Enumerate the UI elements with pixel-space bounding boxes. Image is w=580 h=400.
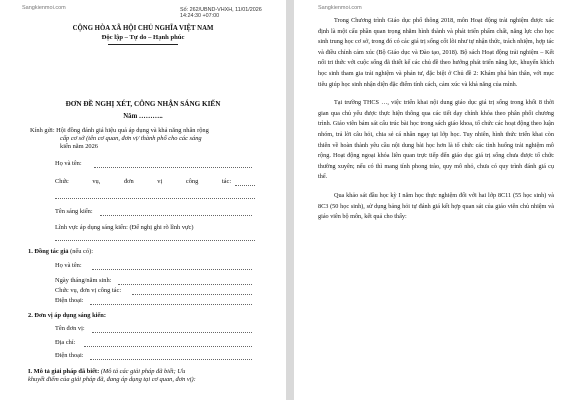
coauthor-name-label: Họ và tên: [55, 262, 82, 269]
coauthor-position-field[interactable] [132, 294, 252, 295]
unit-address-label: Địa chỉ: [55, 339, 76, 346]
unit-name-field[interactable] [92, 332, 252, 333]
coauthor-phone-label: Điện thoại: [55, 297, 84, 304]
position-field-continued[interactable] [55, 198, 255, 199]
coauthor-birthdate-label: Ngày tháng/năm sinh: [55, 277, 112, 284]
position-field[interactable] [235, 185, 255, 186]
initiative-name-field[interactable] [100, 215, 252, 216]
document-year: Năm ……….. [123, 113, 163, 120]
known-solution-heading: I. Mô tả giải pháp đã biết: (Mô tả các giải pháp đã biết; Ưu [28, 368, 186, 375]
paragraph-curriculum: Trong Chương trình Giáo dục phổ thông 2018, môn Hoạt động trải nghiệm được xác định là một cấu phần quan trọng nhằm hình thành và phát triển phẩm chất, năng lực cho học sinh trung học cơ sở, trong đó có các giá trị sống cốt lõi như tự nhận thức, trách nhiệm, hợp tác và điều chỉnh cảm xúc (Bộ Giáo dục và Đào tạo, 2018). Bộ sách Hoạt động trải nghiệm – Kết nối tri thức với cuộc sống đã thiết kế các chủ đề theo hướng phát triển năng lực, khuyến khích học sinh tham gia trải nghiệm và phản tư, đặc biệt ở Chủ đề 2: Khám phá bản thân, với mục tiêu giúp học sinh nhận diện đặc điểm tính cách, cảm xúc và khả năng của mình. [318, 17, 554, 88]
unit-phone-field[interactable] [90, 359, 252, 360]
watermark: Sangkienmoi.com [318, 5, 362, 11]
document-page-right [294, 0, 580, 400]
paragraph-survey: Qua khảo sát đầu học kỳ I năm học thực nghiệm đối với hai lớp 8C11 (55 học sinh) và 8C3 (50 học sinh), sử dụng bảng hỏi tự đánh giá kết hợp quan sát của giáo viên chủ nhiệm và giáo viên bộ môn, kết quả cho thấy: [318, 191, 554, 221]
coauthor-phone-field[interactable] [90, 304, 252, 305]
digital-signature-number: Số: 262/UBND-VHXH, 11/01/2026 [180, 7, 262, 13]
name-label: Họ và tên: [55, 160, 82, 167]
position-label: Chức vụ, đơn vị công tác: [55, 178, 232, 185]
document-page-left [0, 0, 286, 400]
unit-name-label: Tên đơn vị: [55, 325, 85, 332]
recipient-line-2: cấp cơ sở (tên cơ quan, đơn vị/ thành phố cho các sáng [60, 135, 202, 142]
recipient-line-1: Kính gửi: Hội đồng đánh giá hiệu quả áp dụng và khả năng nhân rộng [30, 127, 209, 134]
motto: Độc lập – Tự do – Hạnh phúc [101, 34, 185, 41]
motto-underline [108, 44, 178, 45]
field-input[interactable] [55, 240, 255, 241]
document-title: ĐƠN ĐỀ NGHỊ XÉT, CÔNG NHẬN SÁNG KIẾN [65, 100, 221, 108]
unit-address-field[interactable] [84, 346, 252, 347]
initiative-name-label: Tên sáng kiến: [55, 208, 93, 215]
paragraph-current-state: Tại trường THCS …, việc triển khai nội dung giáo dục giá trị sống trong khối 8 thời gian qua chủ yếu được thực hiện thông qua các tiết dạy chính khóa theo phân phối chương trình. Giáo viên bám sát cấu trúc bài học trong sách giáo khoa, tổ chức các hoạt động theo luận nhóm, trả lời câu hỏi, chia sẻ cá nhân ngay tại lớp học. Tuy nhiên, hình thức triển khai còn thiên về hoàn thành yêu cầu nội dung bài học hơn là tổ chức các tình huống trải nghiệm mô rộng. Hoạt động ngoại khóa liên quan trực tiếp đến giáo dục giá trị sống chưa được tổ chức thường xuyên; nếu có thì mang tính phong trào, quy mô nhỏ, chưa có quy trình đánh giá cụ thể. [318, 99, 554, 181]
known-solution-note: khuyết điểm của giải pháp đã, đang áp dụng tại cơ quan, đơn vị): [28, 376, 196, 383]
coauthor-heading: 1. Đồng tác giả (nếu có): [28, 248, 93, 255]
coauthor-birthdate-field[interactable] [118, 284, 252, 285]
digital-signature-time: 14:24:30 +07:00 [180, 13, 220, 19]
field-label: Lĩnh vực áp dụng sáng kiến: (Để nghị ghi rõ lĩnh vực) [55, 224, 194, 231]
recipient-line-3: kiến năm 2026 [60, 143, 98, 150]
unit-phone-label: Điện thoại: [55, 352, 84, 359]
coauthor-name-field[interactable] [92, 269, 252, 270]
body-text [318, 16, 554, 223]
country-header: CỘNG HÒA XÃ HỘI CHỦ NGHĨA VIỆT NAM [72, 25, 214, 32]
watermark: Sangkienmoi.com [22, 5, 66, 11]
unit-heading: 2. Đơn vị áp dụng sáng kiến: [28, 312, 106, 319]
coauthor-position-label: Chức vụ, đơn vị công tác: [55, 287, 122, 294]
name-field[interactable] [94, 167, 252, 168]
